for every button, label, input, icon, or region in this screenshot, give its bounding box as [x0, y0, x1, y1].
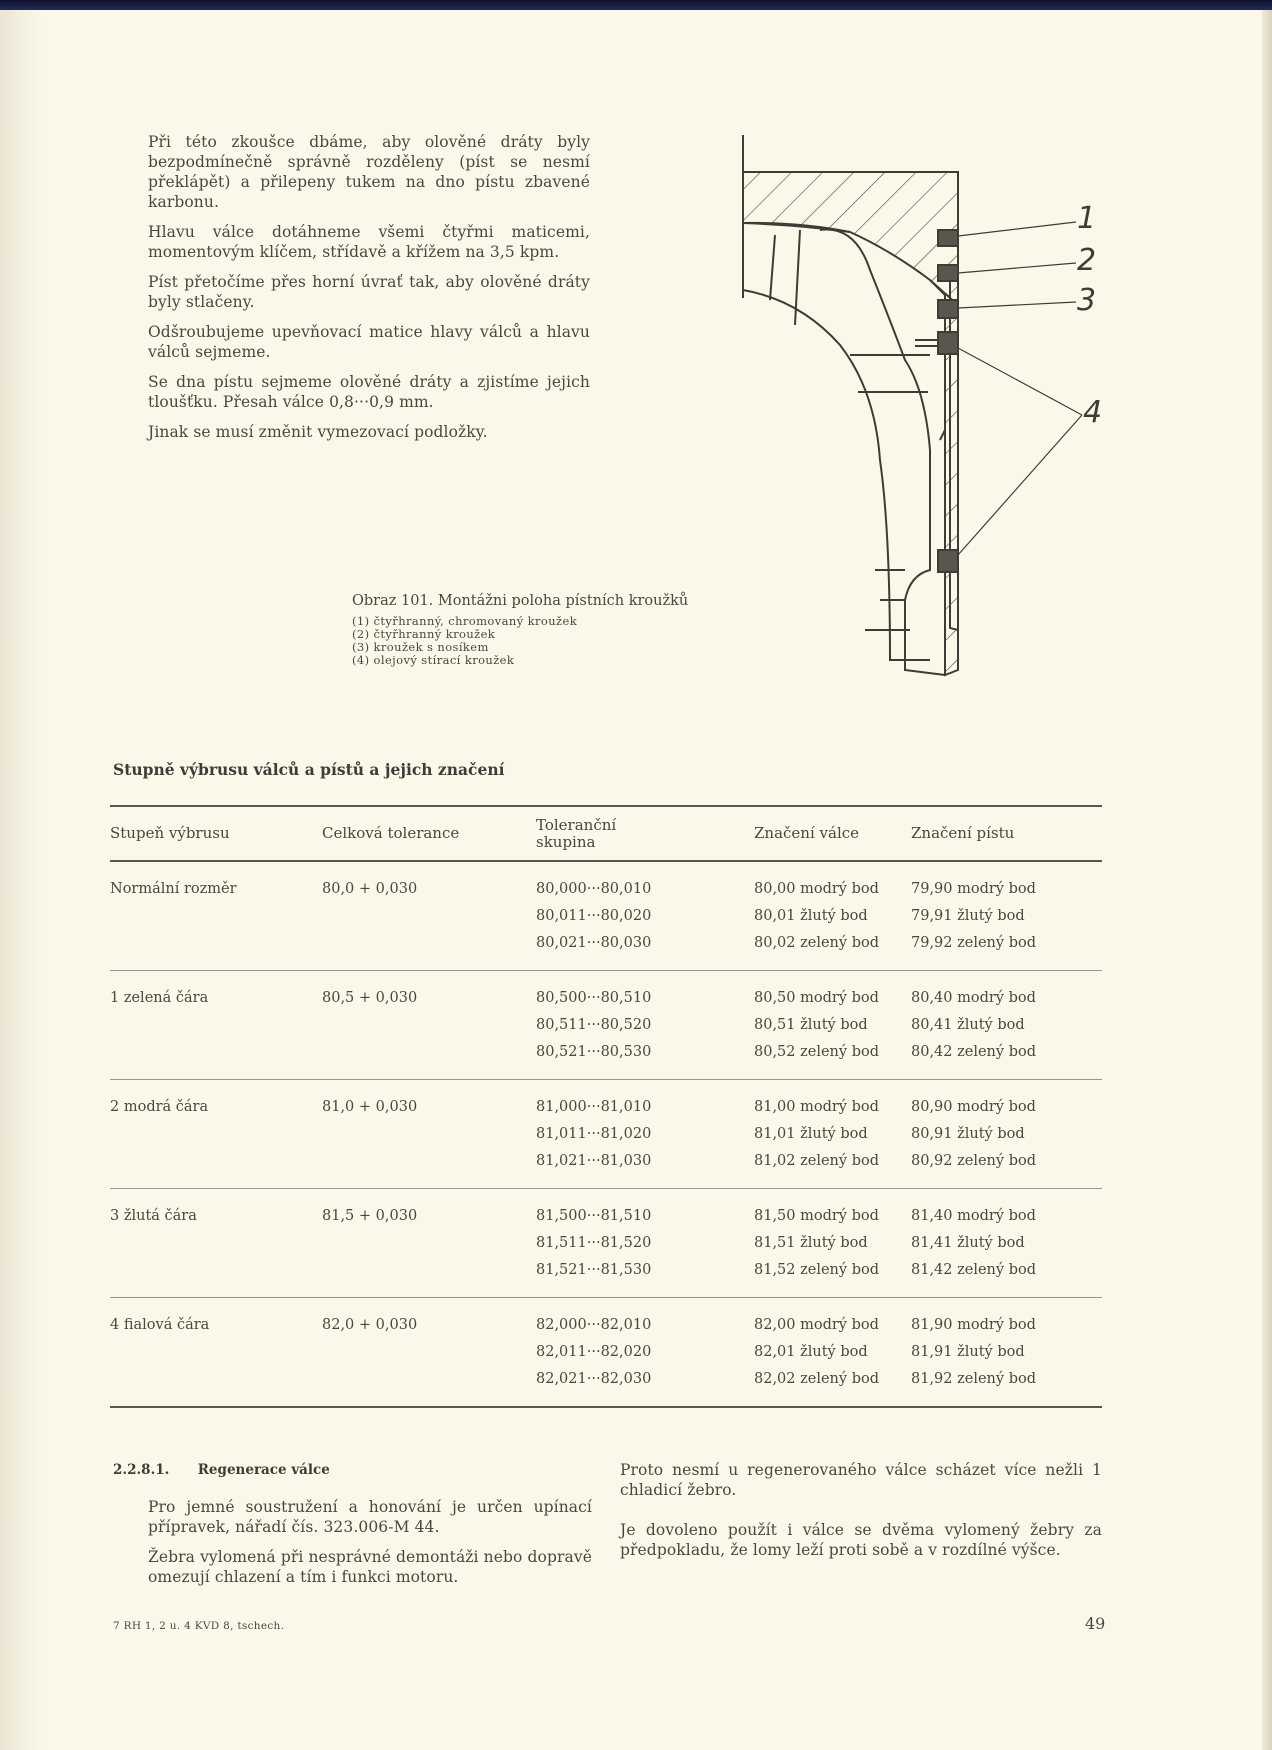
tolerance-group-cell: 81,521···81,530	[536, 1261, 652, 1278]
leader-4a	[958, 348, 1082, 415]
section-title: Regenerace válce	[197, 1462, 330, 1478]
tolerance-group-cell: 80,011···80,020	[536, 907, 652, 924]
table-row	[110, 1229, 1102, 1256]
table-body	[110, 862, 1102, 1406]
paragraph: Odšroubujeme upevňovací matice hlavy válců a hlavu válců sejmeme.	[148, 323, 590, 361]
tolerance-cell: 82,0 + 0,030	[322, 1316, 418, 1333]
paragraph: Proto nesmí u regenerovaného válce scházet více nežli 1 chladicí žebro.	[620, 1461, 1102, 1499]
tolerance-cell: 80,0 + 0,030	[322, 880, 418, 897]
tolerance-group-cell: 82,021···82,030	[536, 1370, 652, 1387]
table-row	[110, 875, 1102, 902]
table-row	[110, 1365, 1102, 1392]
tolerance-group-cell: 81,021···81,030	[536, 1152, 652, 1169]
section-right-column	[620, 1460, 1102, 1580]
leader-4b	[958, 415, 1082, 555]
ring-2	[938, 265, 958, 281]
piston-ring-diagram	[740, 130, 1120, 690]
paragraph: Hlavu válce dotáhneme všemi čtyřmi maticemi, momentovým klíčem, střídavě a křížem na 3,5 kpm.	[148, 223, 590, 261]
cylinder-marking-cell: 81,50 modrý bod	[754, 1207, 879, 1224]
tolerance-group-cell: 81,500···81,510	[536, 1207, 652, 1224]
page-gutter	[0, 10, 46, 1750]
piston-marking-cell: 79,92 zelený bod	[911, 934, 1036, 951]
cylinder-marking-cell: 81,00 modrý bod	[754, 1098, 879, 1115]
piston-marking-cell: 81,90 modrý bod	[911, 1316, 1036, 1333]
table-row	[110, 902, 1102, 929]
leader-2	[958, 263, 1076, 273]
piston-cross-section	[740, 130, 1120, 690]
cylinder-marking-cell: 82,01 žlutý bod	[754, 1343, 868, 1360]
piston-marking-cell: 81,40 modrý bod	[911, 1207, 1036, 1224]
tolerance-group-cell: 81,511···81,520	[536, 1234, 652, 1251]
tolerance-group-cell: 80,521···80,530	[536, 1043, 652, 1060]
cylinder-marking-cell: 82,02 zelený bod	[754, 1370, 879, 1387]
paragraph: Píst přetočíme přes horní úvrať tak, aby olověné dráty byly stlačeny.	[148, 273, 590, 311]
col-header: Toleranční skupina	[536, 815, 617, 851]
table-row	[110, 1011, 1102, 1038]
legend-item: (4) olejový stírací kroužek	[352, 653, 515, 667]
table-row	[110, 1202, 1102, 1229]
table-group	[110, 1080, 1102, 1188]
tolerance-group-cell: 80,511···80,520	[536, 1016, 652, 1033]
table-row	[110, 1147, 1102, 1174]
section-left-column	[148, 1497, 592, 1597]
ring-4-upper	[938, 332, 958, 354]
table-group	[110, 862, 1102, 970]
col-header: Celková tolerance	[322, 824, 460, 842]
stage-cell: Normální rozměr	[110, 880, 237, 897]
grinding-stages-table	[110, 805, 1102, 1408]
col-header: Značení válce	[754, 824, 860, 842]
tolerance-group-cell: 80,000···80,010	[536, 880, 652, 897]
legend-item: (3) kroužek s nosíkem	[352, 640, 489, 654]
tolerance-group-cell: 81,000···81,010	[536, 1098, 652, 1115]
table-header	[110, 807, 1102, 860]
piston-marking-cell: 81,91 žlutý bod	[911, 1343, 1025, 1360]
section-number: 2.2.8.1.	[113, 1462, 170, 1478]
paragraph: Se dna pístu sejmeme olověné dráty a zjistíme jejich tloušťku. Přesah válce 0,8···0,9 mm.	[148, 373, 590, 411]
table-row	[110, 1311, 1102, 1338]
table-group	[110, 971, 1102, 1079]
piston-marking-cell: 80,40 modrý bod	[911, 989, 1036, 1006]
col-header: Značení pístu	[911, 824, 1015, 842]
col-header: Stupeň výbrusu	[110, 824, 230, 842]
caption-title: Obraz 101. Montážni poloha pístních kroužků	[352, 593, 689, 609]
piston-marking-cell: 80,91 žlutý bod	[911, 1125, 1025, 1142]
paragraph: Jinak se musí změnit vymezovací podložky.	[148, 423, 488, 441]
piston-marking-cell: 80,90 modrý bod	[911, 1098, 1036, 1115]
table-row	[110, 1038, 1102, 1065]
piston-marking-cell: 79,91 žlutý bod	[911, 907, 1025, 924]
cylinder-marking-cell: 80,02 zelený bod	[754, 934, 879, 951]
table-row	[110, 929, 1102, 956]
piston-skirt-hatched	[945, 305, 958, 675]
table-row	[110, 1338, 1102, 1365]
stage-cell: 4 fialová čára	[110, 1316, 210, 1333]
footer-note: 7 RH 1, 2 u. 4 KVD 8, tschech.	[113, 1620, 285, 1632]
leader-3	[958, 302, 1076, 308]
tolerance-group-cell: 80,500···80,510	[536, 989, 652, 1006]
cylinder-marking-cell: 80,51 žlutý bod	[754, 1016, 868, 1033]
piston-marking-cell: 79,90 modrý bod	[911, 880, 1036, 897]
cylinder-marking-cell: 80,50 modrý bod	[754, 989, 879, 1006]
stage-cell: 1 zelená čára	[110, 989, 209, 1006]
leader-1	[958, 222, 1076, 236]
callout-2: 2	[1077, 243, 1097, 278]
tolerance-cell: 81,0 + 0,030	[322, 1098, 418, 1115]
ring-3	[938, 300, 958, 318]
tolerance-cell: 81,5 + 0,030	[322, 1207, 418, 1224]
cylinder-marking-cell: 81,02 zelený bod	[754, 1152, 879, 1169]
legend-item: (2) čtyřhranný kroužek	[352, 627, 496, 641]
table-row	[110, 1093, 1102, 1120]
paragraph: Pro jemné soustružení a honování je určen upínací přípravek, nářadí čís. 323.006-M 44.	[148, 1498, 592, 1536]
intro-text	[148, 132, 590, 452]
legend-item: (1) čtyřhranný, chromovaný kroužek	[352, 614, 578, 628]
table-row	[110, 1120, 1102, 1147]
table-group	[110, 1298, 1102, 1406]
tolerance-cell: 80,5 + 0,030	[322, 989, 418, 1006]
piston-marking-cell: 80,41 žlutý bod	[911, 1016, 1025, 1033]
figure-caption	[352, 593, 732, 667]
table-group	[110, 1189, 1102, 1297]
piston-marking-cell: 80,92 zelený bod	[911, 1152, 1036, 1169]
paragraph: Je dovoleno použít i válce se dvěma vylomený žebry za předpokladu, že lomy leží proti sobě a v rozdílné výšce.	[620, 1521, 1102, 1559]
callout-4: 4	[1083, 395, 1103, 430]
paragraph: Při této zkoušce dbáme, aby olověné dráty byly bezpodmínečně správně rozděleny (píst se nesmí překlápět) a přilepeny tukem na dno pístu zbavené karbonu.	[148, 133, 590, 211]
ring-4-lower	[938, 550, 958, 572]
stage-cell: 2 modrá čára	[110, 1098, 209, 1115]
page-edge	[1262, 10, 1272, 1750]
table-row	[110, 984, 1102, 1011]
table-row	[110, 1256, 1102, 1283]
piston-marking-cell: 81,41 žlutý bod	[911, 1234, 1025, 1251]
piston-marking-cell: 80,42 zelený bod	[911, 1043, 1036, 1060]
cylinder-marking-cell: 81,01 žlutý bod	[754, 1125, 868, 1142]
cylinder-marking-cell: 81,51 žlutý bod	[754, 1234, 868, 1251]
cylinder-marking-cell: 80,01 žlutý bod	[754, 907, 868, 924]
callout-3: 3	[1077, 283, 1097, 318]
tolerance-group-cell: 82,011···82,020	[536, 1343, 652, 1360]
ring-1	[938, 230, 958, 246]
tolerance-group-cell: 81,011···81,020	[536, 1125, 652, 1142]
page-number: 49	[1085, 1614, 1106, 1633]
table-title: Stupně výbrusu válců a pístů a jejich značení	[113, 760, 505, 779]
cylinder-marking-cell: 80,52 zelený bod	[754, 1043, 879, 1060]
paragraph: Žebra vylomená při nesprávné demontáži nebo dopravě omezují chlazení a tím i funkci motoru.	[148, 1548, 592, 1586]
cylinder-marking-cell: 80,00 modrý bod	[754, 880, 879, 897]
callout-1: 1	[1077, 201, 1097, 236]
piston-marking-cell: 81,42 zelený bod	[911, 1261, 1036, 1278]
cylinder-marking-cell: 81,52 zelený bod	[754, 1261, 879, 1278]
piston-marking-cell: 81,92 zelený bod	[911, 1370, 1036, 1387]
section-heading	[113, 1462, 330, 1478]
cylinder-marking-cell: 82,00 modrý bod	[754, 1316, 879, 1333]
tolerance-group-cell: 82,000···82,010	[536, 1316, 652, 1333]
stage-cell: 3 žlutá čára	[110, 1207, 197, 1224]
tolerance-group-cell: 80,021···80,030	[536, 934, 652, 951]
table-bottom-rule	[110, 1406, 1102, 1408]
